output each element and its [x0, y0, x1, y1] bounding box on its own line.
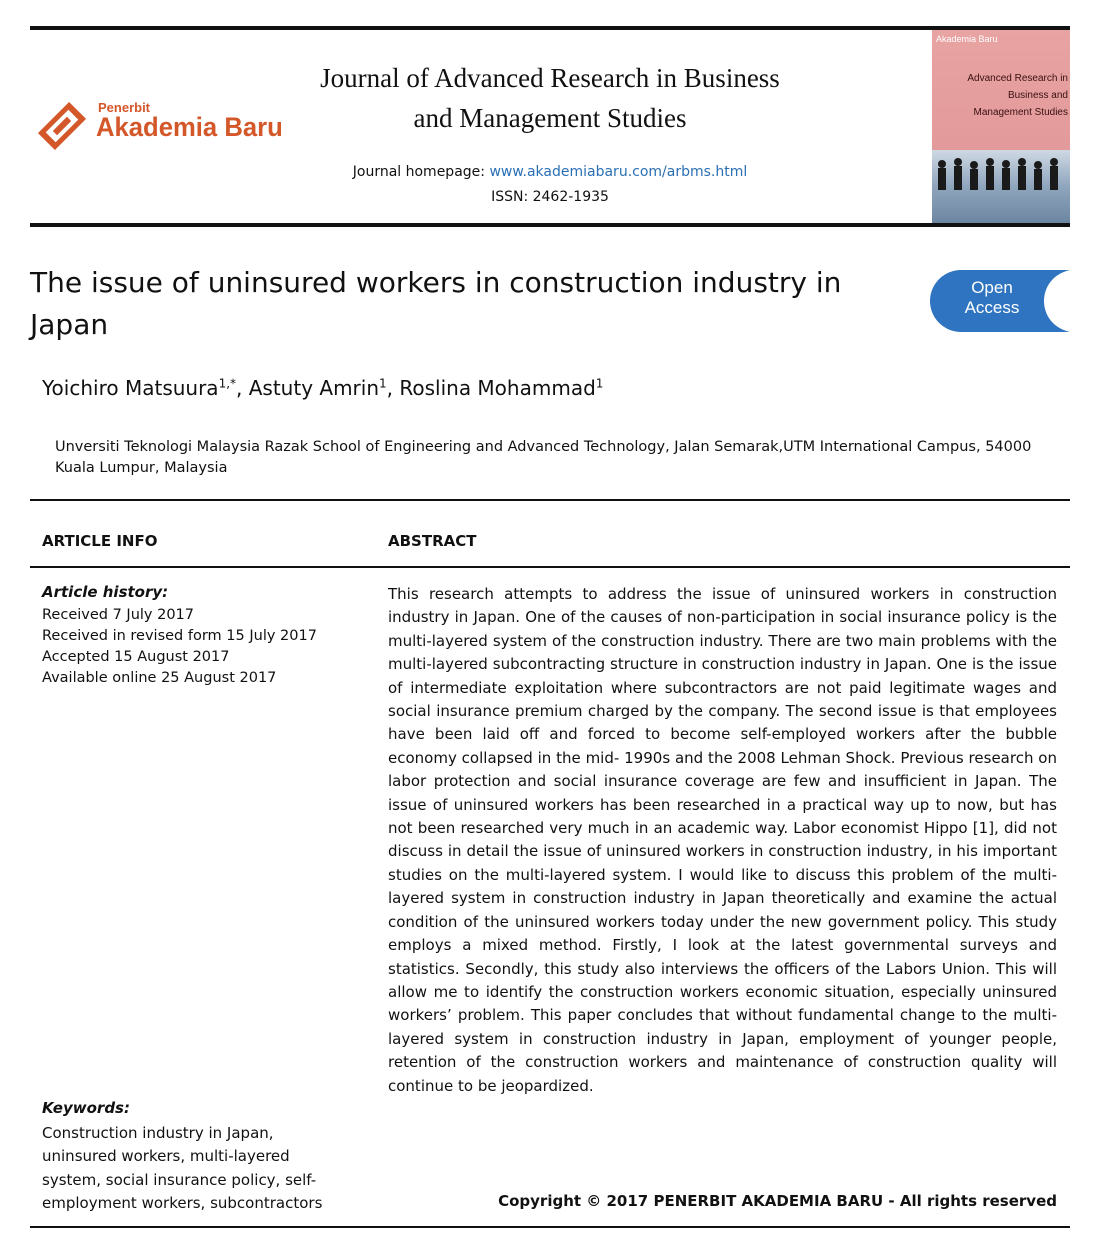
header-bottom-rule [30, 223, 1070, 227]
homepage-link[interactable]: www.akademiabaru.com/arbms.html [489, 164, 748, 180]
journal-title-line2: and Management Studies [413, 103, 687, 133]
author-name: Yoichiro Matsuura [42, 376, 219, 400]
cover-silhouettes-icon [932, 150, 1070, 223]
journal-homepage [280, 164, 820, 180]
history-item: Available online 25 August 2017 [42, 670, 277, 686]
article-history-heading: Article history: [42, 583, 169, 601]
affiliation-rule [30, 499, 1070, 501]
header-top-rule [30, 26, 1070, 30]
keywords-list: Construction industry in Japan, uninsured workers, multi-layered system, social insurance policy, self-employment workers, subcontractors [42, 1124, 323, 1213]
author-affiliation-mark: 1 [379, 376, 387, 391]
affiliation: Unversiti Teknologi Malaysia Razak School of Engineering and Advanced Technology, Jalan Semarak,UTM International Campus, 54000 Kuala Lumpur, Malaysia [55, 439, 1032, 476]
cover-title-line2: Business and [1007, 90, 1068, 101]
open-access-line1: Open [971, 278, 1013, 297]
cover-title-line3: Management Studies [973, 107, 1068, 118]
copyright-notice: Copyright © 2017 PENERBIT AKADEMIA BARU - All rights reserved [498, 1192, 1057, 1210]
abstract-body: This research attempts to address the issue of uninsured workers in construction industry in Japan. One of the causes of non-participation in social insurance policy is the multi-layered system of the construction industry. There are two main problems with the multi-layered subcontracting structure in construction industry in Japan. One is the issue of intermediate exploitation where subcontractors are not paid legitimate wages and social insurance premium charged by the company. The second issue is that employees have been laid off and forced to become self-employed workers after the bubble economy collapsed in the mid- 1990s and the 2008 Lehman Shock. Previous research on labor protection and social insurance coverage are few and insufficient in Japan. The issue of uninsured workers has been researched in a practical way up to now, but has not been researched very much in an academic way. Labor economist Hippo [1], did not discuss in detail the issue of uninsured workers in construction industry, in his important studies on the multi-layered system. I would like to discuss this problem of the multi-layered system in construction industry in Japan theoretically and examine the actual condition of the uninsured workers today under the new government policy. This study employs a mixed method. Firstly, I look at the latest governmental surveys and statistics. Secondly, this study also interviews the officers of the Labors Union. This will allow me to identify the construction workers economic situation, especially uninsured workers’ problem. This paper concludes that without fundamental change to the multi-layered system in construction industry in Japan, employment of younger people, retention of the construction workers and maintenance of construction quality will continue to be jeopardized. [388, 585, 1057, 1095]
paper-title: The issue of uninsured workers in construction industry in Japan [30, 266, 842, 341]
section-head-rule [30, 566, 1070, 568]
footer-rule [30, 1226, 1070, 1228]
open-access-line2: Access [964, 298, 1020, 317]
author-affiliation-mark: 1 [595, 376, 604, 391]
article-info-heading: ARTICLE INFO [42, 532, 158, 550]
keywords-heading: Keywords: [42, 1099, 130, 1117]
author-affiliation-mark: 1,* [218, 376, 237, 391]
author-list [42, 376, 603, 400]
abstract-heading: ABSTRACT [388, 532, 477, 550]
homepage-label: Journal homepage: [352, 164, 490, 180]
journal-title-line1: Journal of Advanced Research in Business [320, 63, 780, 93]
history-item: Received in revised form 15 July 2017 [42, 628, 317, 644]
cover-logo: Akademia Baru [936, 34, 998, 44]
publisher-label: Akademia Baru [96, 112, 283, 142]
cover-title-line1: Advanced Research in [967, 73, 1068, 84]
journal-title [280, 58, 820, 138]
history-item: Received 7 July 2017 [42, 607, 195, 623]
journal-cover-image [932, 30, 1070, 223]
cover-title [962, 70, 1068, 121]
cover-photo-band [932, 150, 1070, 223]
author-name: , Roslina Mohammad [386, 376, 596, 400]
publisher-label-small: Penerbit [98, 100, 151, 115]
history-item: Accepted 15 August 2017 [42, 649, 230, 665]
journal-issn: ISSN: 2462-1935 [491, 189, 609, 205]
open-access-label [930, 278, 1054, 318]
author-name: , Astuty Amrin [236, 376, 380, 400]
article-history-list [42, 605, 317, 689]
